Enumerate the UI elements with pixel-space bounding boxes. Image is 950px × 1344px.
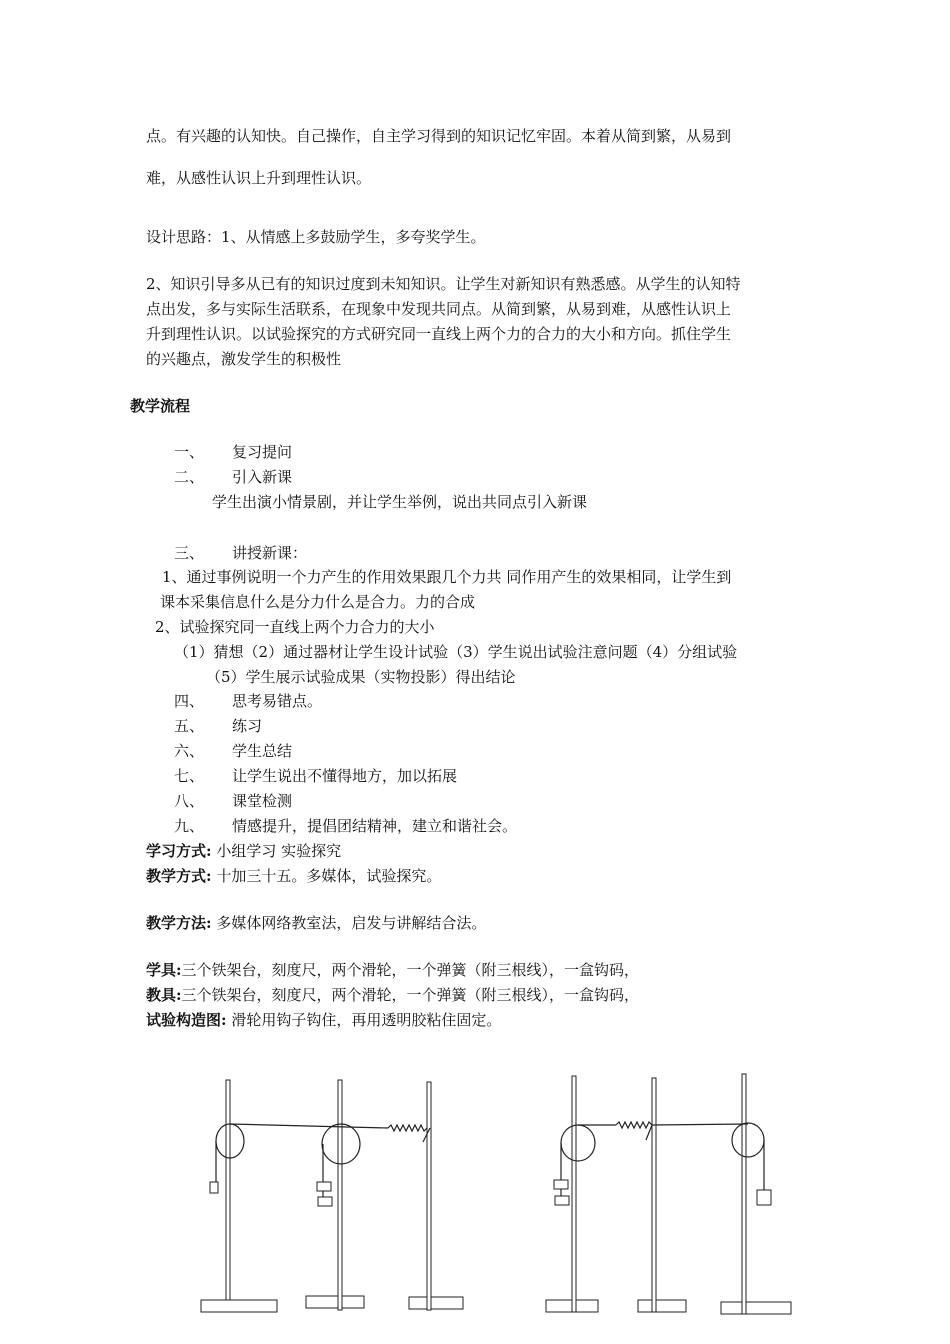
step-number: 四、 bbox=[174, 692, 205, 710]
step-number: 二、 bbox=[174, 468, 205, 486]
method-text: 多媒体网络教室法，启发与讲解结合法。 bbox=[216, 914, 487, 932]
student-tools-label: 学具: bbox=[146, 961, 182, 979]
hook-weight bbox=[210, 1182, 218, 1193]
step-text: 情感提升，提倡团结精神，建立和谐社会。 bbox=[232, 817, 518, 835]
teaching-label: 教学方式: bbox=[146, 867, 212, 885]
design-paragraph-line: 升到理性认识。以试验探究的方式研究同一直线上两个力的合力的大小和方向。抓住学生 bbox=[146, 325, 732, 343]
stand-rod bbox=[338, 1080, 342, 1310]
design-paragraph-line: 点出发，多与实际生活联系，在现象中发现共同点。从简到繁，从易到难，从感性认识上 bbox=[146, 300, 732, 318]
teacher-tools-label: 教具: bbox=[146, 986, 182, 1004]
flow-step-detail: （5）学生展示试验成果（实物投影）得出结论 bbox=[206, 668, 516, 686]
hook-weight bbox=[317, 1182, 331, 1191]
spring bbox=[388, 1125, 427, 1131]
flow-step-detail: 学生出演小情景剧，并让学生举例，说出共同点引入新课 bbox=[212, 493, 588, 511]
method-label: 教学方法: bbox=[146, 914, 212, 932]
step-number: 五、 bbox=[174, 717, 205, 735]
flow-step-detail: 1、通过事例说明一个力产生的作用效果跟几个力共 同作用产生的效果相同，让学生到 bbox=[162, 568, 732, 586]
step-number: 六、 bbox=[174, 742, 205, 760]
stand-rod bbox=[226, 1080, 230, 1300]
design-paragraph-line: 的兴趣点，激发学生的积极性 bbox=[146, 350, 342, 368]
student-tools-text: 三个铁架台，刻度尺，两个滑轮，一个弹簧（附三根线），一盒钩码， bbox=[181, 961, 640, 979]
stand-rod bbox=[742, 1074, 746, 1314]
paragraph-line: 难，从感性认识上升到理性认识。 bbox=[146, 169, 372, 187]
step-text: 思考易错点。 bbox=[232, 692, 323, 710]
step-number: 八、 bbox=[174, 792, 205, 810]
stand-rod bbox=[572, 1076, 576, 1312]
hook-weight bbox=[555, 1196, 569, 1205]
step-text: 让学生说出不懂得地方，加以拓展 bbox=[232, 767, 458, 785]
step-text: 讲授新课： bbox=[232, 544, 308, 562]
stand-base bbox=[409, 1297, 463, 1309]
hook-weight bbox=[757, 1190, 771, 1205]
step-text: 练习 bbox=[232, 717, 263, 735]
step-text: 学生总结 bbox=[232, 742, 293, 760]
design-paragraph-line: 2、知识引导多从已有的知识过度到未知知识。让学生对新知识有熟悉感。从学生的认知特 bbox=[146, 275, 741, 293]
step-number: 三、 bbox=[174, 544, 205, 562]
design-idea-line: 设计思路：1、从情感上多鼓励学生，多夸奖学生。 bbox=[146, 228, 486, 246]
stand-base bbox=[306, 1296, 364, 1308]
flow-heading: 教学流程 bbox=[130, 397, 191, 415]
top-string bbox=[652, 1124, 748, 1125]
flow-step-detail: （1）猜想（2）通过器材让学生设计试验（3）学生说出试验注意问题（4）分组试验 bbox=[174, 643, 738, 661]
pulley bbox=[561, 1125, 595, 1161]
learning-text: 小组学习 实验探究 bbox=[216, 842, 342, 860]
stand-base bbox=[638, 1300, 686, 1312]
stand-base bbox=[721, 1302, 791, 1314]
step-text: 引入新课 bbox=[232, 468, 293, 486]
stand-rod bbox=[652, 1078, 656, 1312]
step-text: 课堂检测 bbox=[232, 792, 293, 810]
diagram-label: 试验构造图: bbox=[146, 1011, 227, 1029]
teacher-tools-text: 三个铁架台，刻度尺，两个滑轮，一个弹簧（附三根线），一盒钩码， bbox=[181, 986, 640, 1004]
hook-weight bbox=[318, 1197, 332, 1206]
stand-rod bbox=[427, 1082, 431, 1310]
right-apparatus bbox=[546, 1074, 791, 1314]
top-string bbox=[230, 1124, 388, 1128]
step-number: 一、 bbox=[174, 443, 205, 461]
step-number: 七、 bbox=[174, 767, 205, 785]
flow-step-detail: 课本采集信息什么是分力什么是合力。力的合成 bbox=[160, 593, 476, 611]
diagram-text: 滑轮用钩子钩住，再用透明胶粘住固定。 bbox=[231, 1011, 502, 1029]
spring bbox=[616, 1122, 652, 1128]
hook-weight bbox=[554, 1180, 568, 1189]
step-text: 复习提问 bbox=[232, 443, 293, 461]
flow-step-detail: 2、试验探究同一直线上两个力合力的大小 bbox=[155, 618, 435, 636]
pulley bbox=[732, 1123, 764, 1157]
teaching-text: 十加三十五。多媒体，试验探究。 bbox=[216, 867, 442, 885]
left-apparatus bbox=[201, 1080, 463, 1312]
learning-label: 学习方式: bbox=[146, 842, 212, 860]
step-number: 九、 bbox=[174, 817, 205, 835]
paragraph-line: 点。有兴趣的认知快。自己操作，自主学习得到的知识记忆牢固。本着从简到繁，从易到 bbox=[146, 127, 732, 145]
stand-base bbox=[201, 1300, 277, 1312]
